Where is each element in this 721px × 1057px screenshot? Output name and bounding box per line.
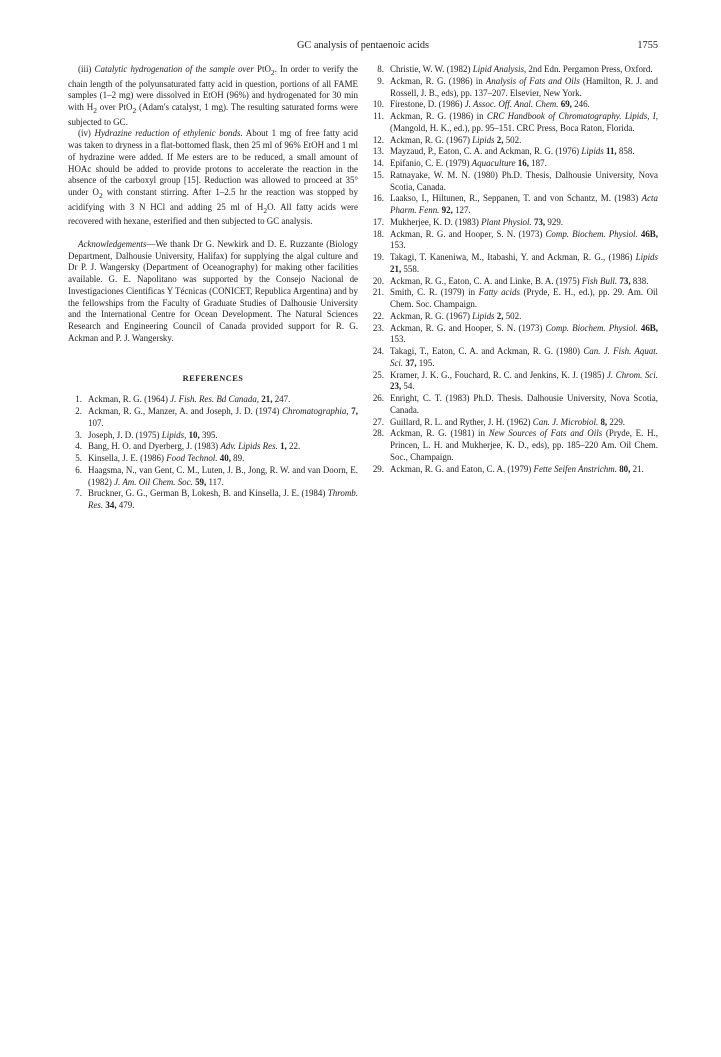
acknowledgements-text: —We thank Dr G. Newkirk and D. E. Ruzzante (Biology Department, Dalhousie University, Halifax) for supplying the algal culture and Dr P. J. Wangersky (Department of Oceanography) for making other facilities available. G. E. Napolitano was supported by the Consejo Nacional de Investigaciones Cientificas Y Técnicas (CONICET, Republica Argentina) and by the fellowships from the Faculty of Graduate Studies of Dalhousie University and the International Centre for Ocean Development. The Natural Sciences Research and Engineering Council of Canada provided support for R. G. Ackman and P. J. Wangersky. — [68, 238, 358, 343]
reference-item — [370, 64, 658, 76]
reference-item — [68, 453, 358, 465]
reference-part: Guillard, R. L. and Ryther, J. H. (1962) — [390, 416, 533, 427]
reference-part: 479. — [116, 500, 135, 511]
reference-item — [370, 276, 658, 288]
reference-part: Ackman, R. G. (1967) — [390, 134, 473, 145]
reference-source: CRC Handbook of Chromatography. Lipids, I, — [486, 111, 658, 121]
reference-volume: 46B, — [637, 322, 659, 333]
reference-part: 187. — [528, 158, 547, 168]
para-label: (iv) — [78, 128, 91, 139]
reference-text — [390, 99, 658, 111]
reference-part: Smith, C. R. (1979) in — [390, 287, 479, 298]
reference-part: 247. — [272, 394, 291, 405]
reference-item — [370, 193, 658, 217]
reference-text — [390, 146, 658, 158]
reference-part: 22. — [286, 441, 301, 452]
reference-part: Firestone, D. (1986) — [390, 99, 465, 110]
subscript: 2 — [263, 205, 268, 215]
running-title: GC analysis of pentaenoic acids — [296, 40, 430, 51]
reference-part: Ackman, R. G. and Eaton, C. A. (1979) — [390, 463, 534, 474]
hydrogenation-paragraph — [68, 64, 358, 128]
reference-volume: 92, — [439, 205, 453, 215]
reference-volume: 1, — [277, 441, 287, 452]
reference-part: Laakso, I., Hiltunen, R., Seppanen, T. and von Schantz, M. (1983) — [390, 193, 642, 204]
reference-text — [390, 323, 658, 347]
reference-volume: 7, — [348, 406, 358, 417]
reference-text — [390, 135, 658, 147]
reference-number: 15. — [372, 169, 384, 180]
reference-part: Ratnayake, W. M. N. (1980) Ph.D. Thesis, Dalhousie University, Nova Scotia, Canada. — [390, 169, 658, 192]
reference-number: 29. — [372, 463, 384, 474]
para-italic-heading: Catalytic hydrogenation of the sample over — [94, 64, 254, 74]
reference-part: Bang, H. O. and Dyerberg, J. (1983) — [88, 441, 221, 452]
reference-volume: 69, — [558, 99, 572, 110]
reference-item — [370, 311, 658, 323]
reference-source: New Sources of Fats and Oils — [488, 428, 603, 439]
reference-text — [88, 453, 358, 465]
hydrazine-paragraph — [68, 128, 358, 228]
reference-number: 14. — [372, 158, 384, 168]
reference-item — [68, 441, 358, 453]
reference-part: 21. — [630, 463, 644, 474]
reference-number: 26. — [372, 393, 384, 403]
reference-part: 558. — [401, 263, 420, 274]
reference-text — [88, 430, 358, 442]
reference-part: 246. — [571, 99, 590, 110]
reference-text — [390, 252, 658, 276]
reference-source: Food Technol. — [166, 453, 218, 464]
reference-item — [370, 428, 658, 463]
reference-part: 54. — [401, 381, 415, 392]
reference-part: Haagsma, N., van Gent, C. M., Luten, J. B., Jong, R. W. and van Doorn, E. (1982) — [88, 464, 358, 487]
reference-source: Fette Seifen Anstrichm. — [533, 463, 617, 474]
reference-item — [370, 287, 658, 311]
reference-number: 2. — [75, 406, 82, 417]
reference-part: (Hamilton, R. J. and Rossell, J. B., eds), pp. 137–207. Elsevier, New York. — [390, 75, 658, 98]
reference-text — [88, 488, 358, 512]
reference-volume: 73, — [617, 275, 631, 286]
reference-part: Ackman, R. G. and Hooper, S. N. (1973) — [390, 228, 546, 239]
reference-source: Lipids — [635, 252, 658, 262]
reference-number: 13. — [372, 146, 384, 157]
reference-source: Comp. Biochem. Physiol. — [545, 228, 638, 239]
reference-text — [390, 287, 658, 311]
reference-volume: 2, — [494, 134, 504, 145]
reference-number: 6. — [75, 464, 82, 475]
reference-source: Fish Bull. — [581, 275, 618, 286]
subscript: 2 — [98, 190, 103, 200]
reference-text — [390, 111, 658, 135]
reference-number: 12. — [372, 134, 384, 145]
reference-source: Lipids, — [161, 429, 187, 440]
reference-text — [390, 217, 658, 229]
reference-text — [390, 276, 658, 288]
reference-item — [370, 99, 658, 111]
reference-text — [390, 76, 658, 100]
reference-number: 27. — [372, 416, 384, 427]
reference-part: Takagi, T. Kaneniwa, M., Itabashi, Y. and Ackman, R. G., (1986) — [390, 252, 636, 262]
reference-part: 395. — [199, 429, 218, 440]
reference-part: (Pryde, E. H., ed.), pp. 29. Am. Oil Chem. Soc. Champaign. — [390, 287, 659, 309]
reference-item — [370, 170, 658, 194]
subscript: 2 — [132, 105, 137, 115]
reference-item — [68, 394, 358, 406]
references-heading: REFERENCES — [182, 373, 244, 383]
reference-source: J. Chrom. Sci. — [606, 369, 658, 380]
reference-number: 25. — [372, 369, 384, 380]
reference-part: Ackman, R. G. (1964) — [88, 394, 171, 405]
reference-text — [88, 406, 358, 430]
reference-number: 28. — [372, 428, 384, 439]
reference-number: 3. — [75, 429, 82, 440]
para-label: (iii) — [78, 64, 92, 74]
reference-source: Adv. Lipids Res. — [220, 441, 278, 452]
reference-volume: 80, — [616, 463, 631, 474]
reference-text — [390, 393, 658, 417]
reference-source: Thromb. Res. — [88, 488, 358, 511]
reference-number: 5. — [75, 453, 82, 464]
reference-item — [370, 76, 658, 100]
para-text: (Adam's catalyst, 1 mg). The resulting saturated forms were subjected to GC. — [68, 102, 359, 127]
reference-number: 23. — [372, 322, 384, 333]
reference-item — [68, 488, 358, 512]
subscript: 2 — [93, 105, 97, 115]
reference-source: J. Assoc. Off. Anal. Chem. — [464, 99, 559, 110]
reference-item — [370, 417, 658, 429]
left-column — [68, 64, 358, 512]
reference-part: 107. — [88, 417, 104, 428]
reference-part: Ackman, R. G., Manzer, A. and Joseph, J. D. (1974) — [88, 406, 283, 417]
reference-item — [370, 323, 658, 347]
reference-number: 20. — [372, 275, 384, 286]
reference-part: (Mangold, H. K., ed.), pp. 95–151. CRC Press, Boca Raton, Florida. — [390, 122, 635, 133]
reference-item — [370, 252, 658, 276]
reference-item — [68, 430, 358, 442]
reference-source: Comp. Biochem. Physiol. — [545, 322, 638, 333]
acknowledgements — [68, 239, 358, 345]
reference-part: (Pryde, E. H., Princen, L. H. and Mukherjee, K. D., eds), pp. 185–220 Am. Oil Chem. Soc., Champaign. — [390, 428, 658, 462]
reference-number: 24. — [372, 346, 384, 356]
reference-number: 21. — [372, 287, 384, 298]
subscript: 2 — [270, 67, 275, 77]
reference-text — [88, 394, 358, 406]
para-text: . In order to verify the chain length of the polyunsaturated fatty acid in question, portions of all FAME samples (1–2 mg) were dissolved in EtOH (96%) and hydrogenated for 30 min with H — [68, 64, 359, 113]
reference-part: 929. — [545, 216, 564, 227]
reference-part: 153. — [390, 334, 406, 345]
reference-number: 4. — [75, 441, 82, 452]
reference-number: 8. — [377, 64, 384, 74]
reference-volume: 34, — [103, 500, 117, 511]
catalyst-name: PtO — [256, 64, 271, 74]
reference-text — [390, 229, 658, 253]
reference-volume: 21, — [259, 394, 273, 405]
reference-number: 11. — [373, 111, 384, 121]
reference-part: Bruckner, G. G., German B, Lokesh, B. and Kinsella, J. E. (1984) — [88, 488, 328, 499]
reference-volume: 21, — [390, 263, 402, 274]
para-text: About 1 mg of free fatty acid was taken to dryness in a flat-bottomed flask, then 25 ml of 96% EtOH and 1 ml of hydrazine were added. If Me esters are to be reduced, a small amount of HOAc should be added to provide protons to accelerate the reaction in the absence of the carboxyl group [15]. Reduction was allowed to proceed at 35° under O — [68, 128, 359, 198]
reference-number: 7. — [75, 488, 82, 499]
reference-item — [370, 158, 658, 170]
reference-source: Plant Physiol. — [481, 216, 532, 227]
reference-part: Takagi, T., Eaton, C. A. and Ackman, R. G. (1980) — [390, 346, 584, 356]
reference-number: 17. — [372, 216, 384, 227]
reference-volume: 59, — [192, 476, 207, 487]
reference-volume: 11, — [603, 146, 617, 157]
reference-part: Mayzaud, P., Eaton, C. A. and Ackman, R. G. (1976) — [390, 146, 582, 157]
reference-text — [390, 311, 658, 323]
reference-volume: 40, — [217, 453, 231, 464]
reference-part: 117. — [206, 476, 224, 487]
reference-source: Analysis of Fats and Oils — [485, 75, 580, 86]
reference-part: Epifanio, C. E. (1979) — [390, 158, 472, 168]
reference-text — [390, 158, 658, 170]
reference-part: Enright, C. T. (1983) Ph.D. Thesis. Dalhousie University, Nova Scotia, Canada. — [390, 393, 658, 415]
reference-volume: 73, — [531, 216, 546, 227]
reference-part: Mukherjee, K. D. (1983) — [390, 216, 482, 227]
para-italic-heading: Hydrazine reduction of ethylenic bonds. — [94, 128, 243, 139]
reference-item — [68, 465, 358, 489]
reference-source: Aquaculture — [471, 158, 516, 168]
reference-number: 1. — [75, 394, 82, 405]
reference-item — [370, 135, 658, 147]
reference-source: Lipids — [472, 134, 495, 145]
reference-item — [370, 464, 658, 476]
reference-text — [390, 428, 658, 463]
reference-number: 19. — [372, 252, 384, 262]
reference-item — [370, 146, 658, 158]
reference-part: 195. — [416, 357, 435, 368]
para-text: with constant stirring. After 1–2.5 hr the reaction was stopped by acidifying with 3 N HCl and adding 25 ml of H — [68, 187, 358, 212]
reference-part: Joseph, J. D. (1975) — [88, 429, 162, 440]
reference-text — [88, 441, 358, 453]
reference-part: 502. — [503, 134, 522, 145]
reference-source: Can. J. Microbiol. — [532, 416, 599, 427]
reference-item — [370, 111, 658, 135]
reference-part: Ackman, R. G. (1986) in — [390, 111, 487, 121]
reference-part: 858. — [616, 146, 635, 157]
reference-part: 2nd Edn. Pergamon Press, Oxford. — [526, 64, 653, 74]
para-text: over PtO — [96, 102, 133, 113]
reference-number: 10. — [372, 99, 384, 110]
reference-volume: 37, — [403, 357, 417, 368]
reference-text — [390, 464, 658, 476]
page-number: 1755 — [637, 40, 658, 51]
reference-text — [390, 417, 658, 429]
reference-part: 838. — [630, 275, 649, 286]
reference-source: Acta Pharm. Fenn. — [390, 193, 658, 215]
reference-part: Christie, W. W. (1982) — [390, 64, 473, 74]
reference-text — [390, 370, 658, 394]
reference-item — [370, 217, 658, 229]
reference-number: 9. — [377, 75, 384, 86]
reference-part: Ackman, R. G. (1981) in — [390, 428, 489, 439]
reference-part: Ackman, R. G., Eaton, C. A. and Linke, B. A. (1975) — [390, 275, 582, 286]
reference-source: Lipid Analysis, — [472, 64, 527, 74]
reference-text — [390, 346, 658, 370]
reference-part: 502. — [503, 310, 522, 321]
reference-item — [68, 406, 358, 430]
reference-volume: 23, — [390, 381, 402, 392]
page-header — [68, 40, 658, 54]
reference-number: 18. — [372, 228, 384, 239]
reference-item — [370, 370, 658, 394]
reference-part: Ackman, R. G. (1967) — [390, 310, 473, 321]
reference-volume: 16, — [515, 158, 529, 168]
reference-source: Lipids — [581, 146, 604, 157]
reference-part: 127. — [452, 205, 471, 215]
reference-text — [390, 193, 658, 217]
reference-text — [88, 465, 358, 489]
references-list-right — [370, 64, 658, 475]
references-list-left — [68, 394, 358, 512]
reference-part: 89. — [230, 453, 245, 464]
reference-number: 22. — [372, 310, 384, 321]
reference-source: J. Am. Oil Chem. Soc. — [114, 476, 193, 487]
reference-volume: 8, — [598, 416, 608, 427]
reference-source: J. Fish. Res. Bd Canada, — [170, 394, 260, 405]
reference-part: Ackman, R. G. (1986) in — [390, 75, 486, 86]
reference-volume: 2, — [494, 310, 504, 321]
reference-item — [370, 393, 658, 417]
reference-source: Fatty acids — [478, 287, 520, 298]
para-text: O. All fatty acids were recovered with hexane, esterified and then subjected to GC analysis. — [68, 201, 358, 227]
reference-text — [390, 170, 658, 194]
reference-part: 229. — [607, 416, 626, 427]
acknowledgements-label: Acknowledgements — [78, 238, 147, 249]
reference-text — [390, 64, 658, 76]
reference-part: 153. — [390, 240, 406, 251]
reference-part: Ackman, R. G. and Hooper, S. N. (1973) — [390, 322, 546, 333]
reference-part: Kinsella, J. E. (1986) — [88, 453, 167, 464]
reference-volume: 10, — [186, 429, 200, 440]
right-column — [370, 64, 658, 475]
reference-part: Kramer, J. K. G., Fouchard, R. C. and Jenkins, K. J. (1985) — [390, 369, 607, 380]
reference-source: Lipids — [472, 310, 495, 321]
reference-source: Can. J. Fish. Aquat. Sci. — [390, 346, 658, 368]
reference-source: Chromatographia, — [282, 406, 349, 417]
reference-number: 16. — [372, 193, 384, 204]
reference-volume: 46B, — [637, 228, 659, 239]
reference-item — [370, 346, 658, 370]
reference-item — [370, 229, 658, 253]
